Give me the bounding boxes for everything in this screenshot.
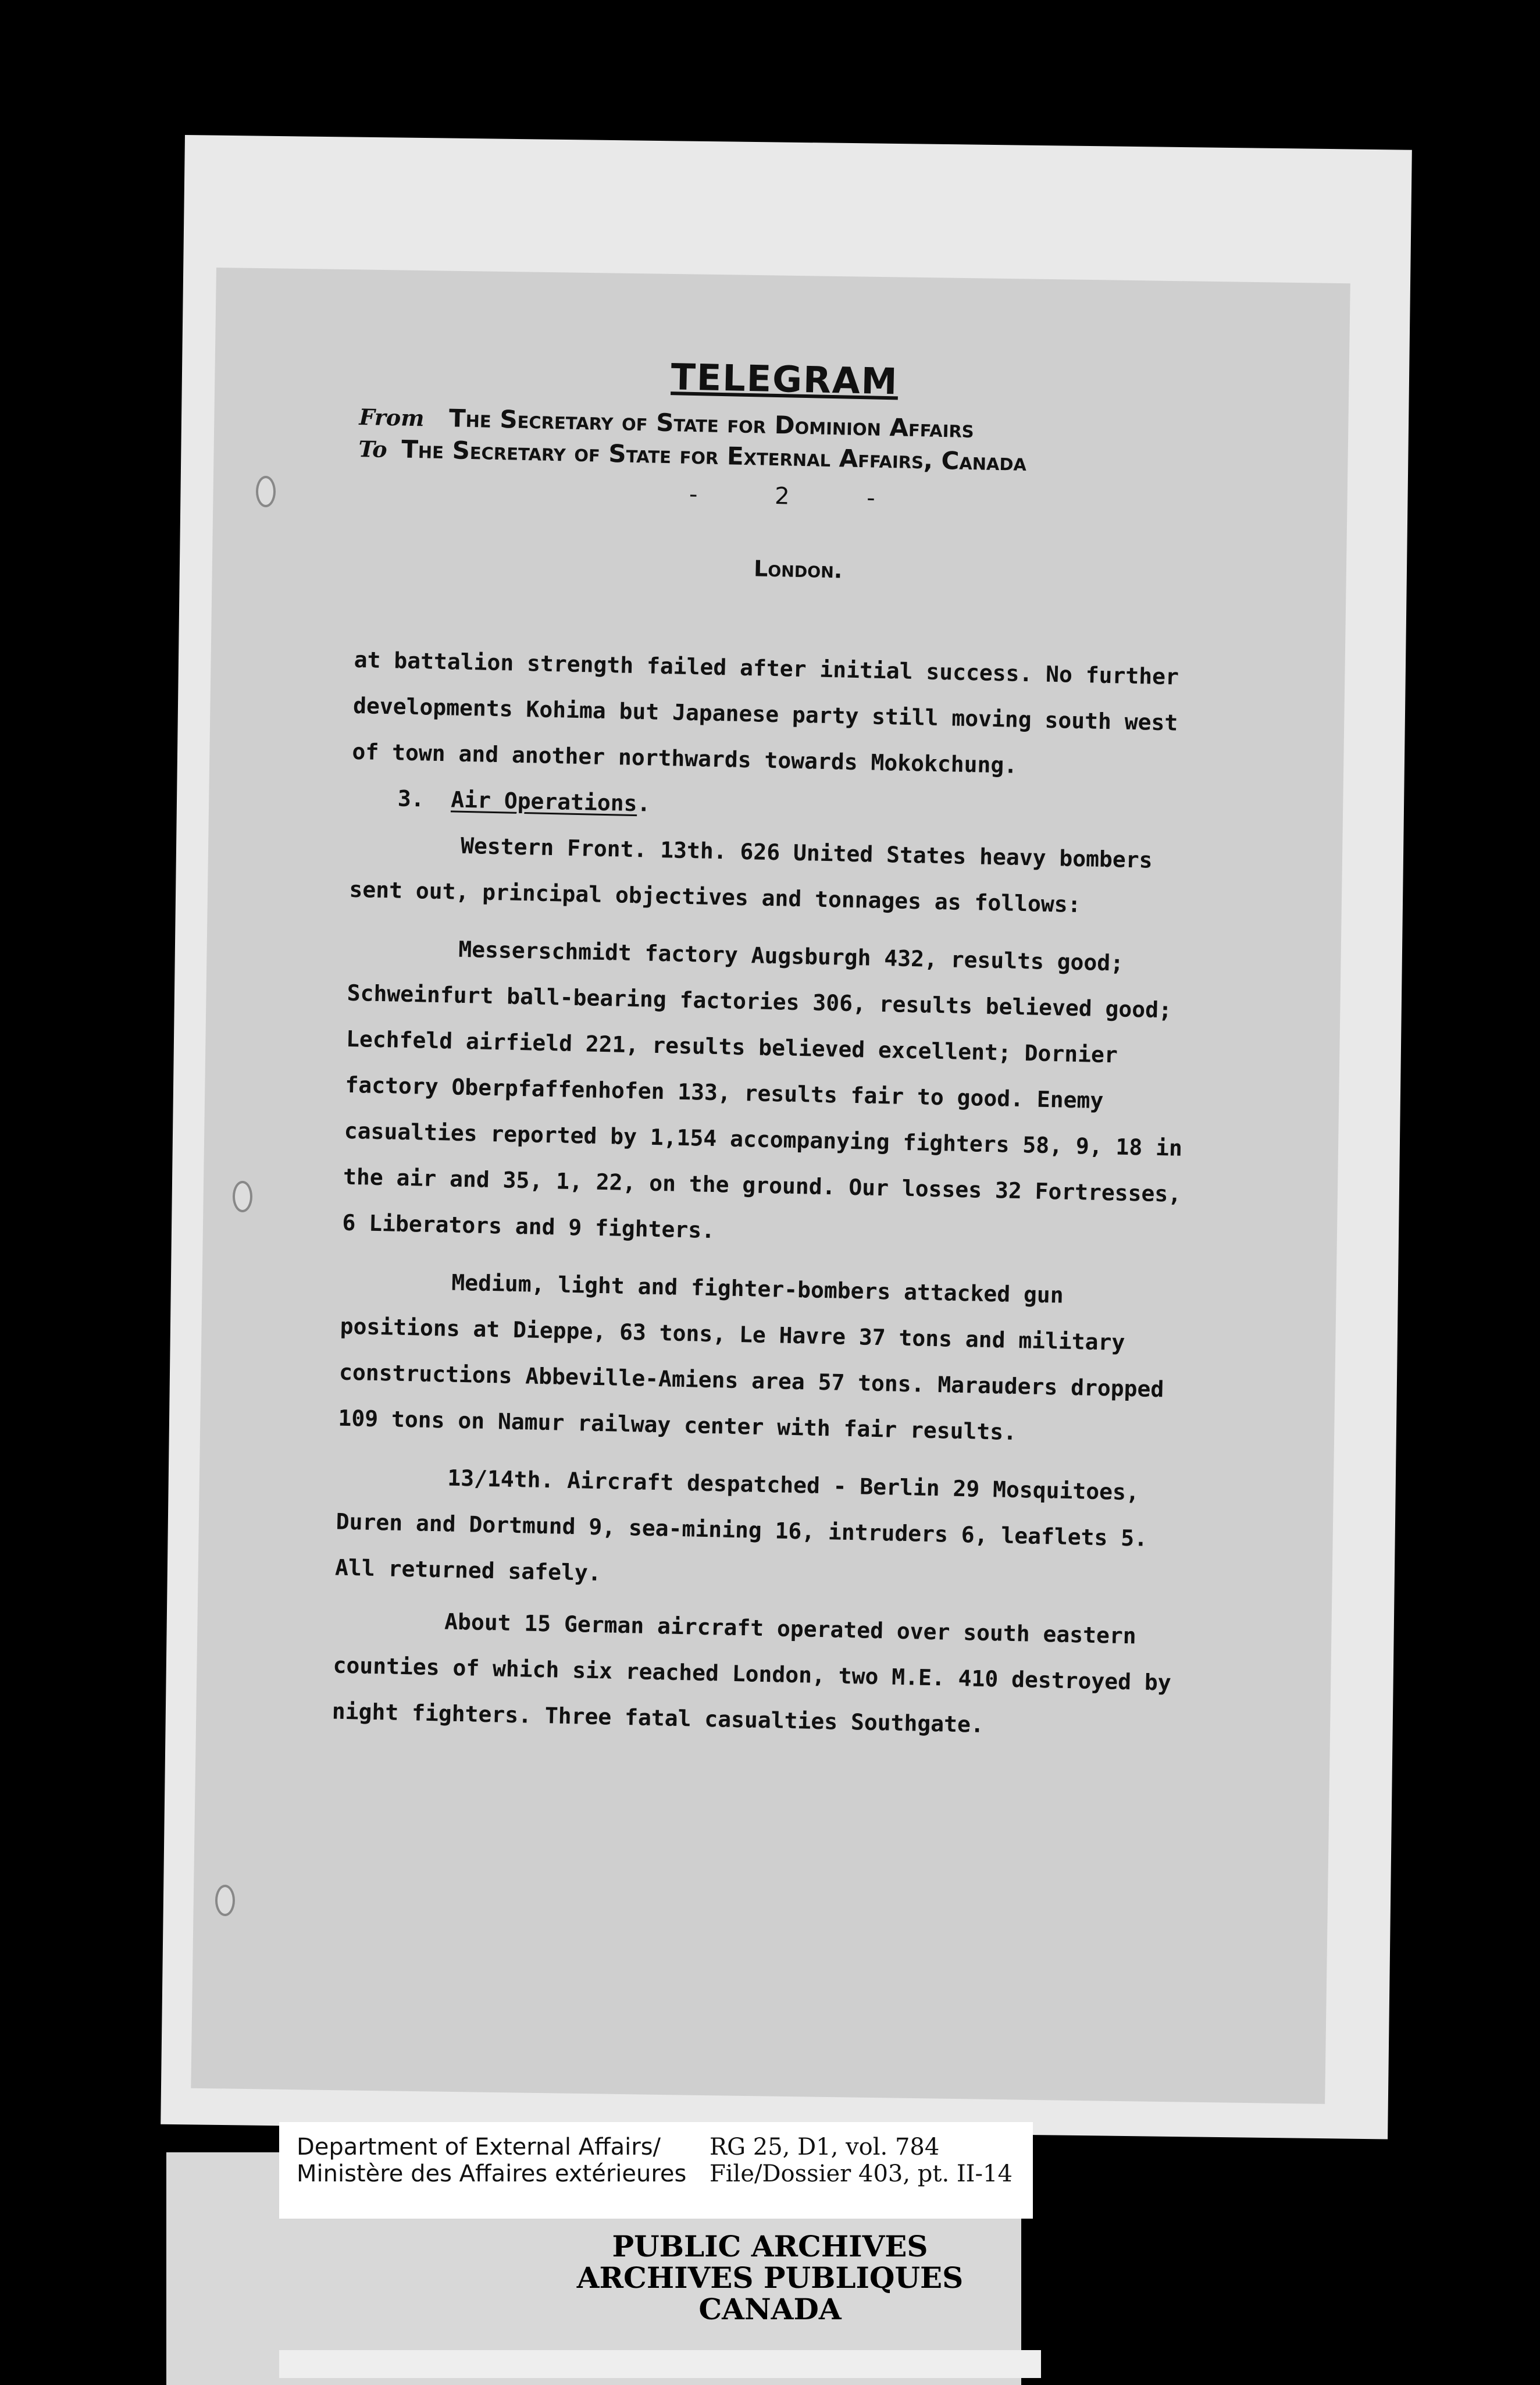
paragraph-1: at battalion strength failed after initial success. No further developments Kohima but Japanese party still moving south west of town and another northwards towards Mokokchung. (352, 646, 1179, 778)
to-label: To (358, 435, 388, 462)
archives-line-2: ARCHIVES PUBLIQUES (576, 2261, 964, 2295)
from-label: From (359, 403, 425, 432)
to-value: The Secretary of State for External Affairs, Canada (401, 435, 1027, 477)
paragraph-6: About 15 German aircraft operated over south eastern counties of which six reached London, two M.E. 410 destroyed by night fighters. Three fatal casualties Southgate. (331, 1608, 1172, 1738)
bottom-strip (279, 2350, 1041, 2378)
heading-end: . (637, 791, 651, 817)
document-title: TELEGRAM (670, 355, 899, 403)
paragraph-5: 13/14th. Aircraft despatched - Berlin 29 Mosquitoes, Duren and Dortmund 9, sea-mining 16, intruders 6, leaflets 5. All returned safely. (334, 1465, 1148, 1586)
department-block (297, 2134, 686, 2187)
archives-stamp (0, 2231, 1540, 2325)
punch-hole (256, 476, 276, 507)
heading-number: 3. (397, 785, 425, 812)
record-group: RG 25, D1, vol. 784 (710, 2134, 940, 2160)
archives-line-3: CANADA (698, 2292, 842, 2326)
paragraph-4: Medium, light and fighter-bombers attacked gun positions at Dieppe, 63 tons, Le Havre 37 tons and military constructions Abbeville-Amiens area 57 tons. Marauders dropped 109 tons on Namur railway center with fair results. (338, 1269, 1164, 1446)
paragraph-3: Messerschmidt factory Augsburgh 432, results good; Schweinfurt ball-bearing factories 306, results believed good; Lechfeld airfield 221, results believed excellent; Dornier factory Oberpfaffenhofen 133, results fair to good. Enemy casualties reported by 1,154 accompanying fighters 58, 9, 18 in the air and 35, 1, 22, on the ground. Our losses 32 Fortresses, 6 Liberators and 9 fighters. (342, 936, 1183, 1244)
reference-block (710, 2134, 1013, 2187)
heading-text: Air Operations (450, 786, 638, 817)
page-marker: - 2 - (689, 480, 876, 512)
archive-reference-label (279, 2122, 1033, 2219)
file-number: File/Dossier 403, pt. II-14 (710, 2160, 1013, 2187)
from-value: The Secretary of State for Dominion Affairs (448, 404, 975, 444)
archives-line-1: PUBLIC ARCHIVES (612, 2229, 928, 2263)
telegram-document (331, 349, 1210, 1752)
department-french: Ministère des Affaires extérieures (297, 2160, 687, 2187)
paragraph-2: Western Front. 13th. 626 United States heavy bombers sent out, principal objectives and tonnages as follows: (349, 832, 1153, 918)
punch-hole (215, 1885, 235, 1916)
punch-hole (233, 1181, 252, 1212)
telegram-body (331, 637, 1203, 1752)
department-english: Department of External Affairs/ (297, 2134, 661, 2160)
place-line: London. (753, 556, 843, 583)
